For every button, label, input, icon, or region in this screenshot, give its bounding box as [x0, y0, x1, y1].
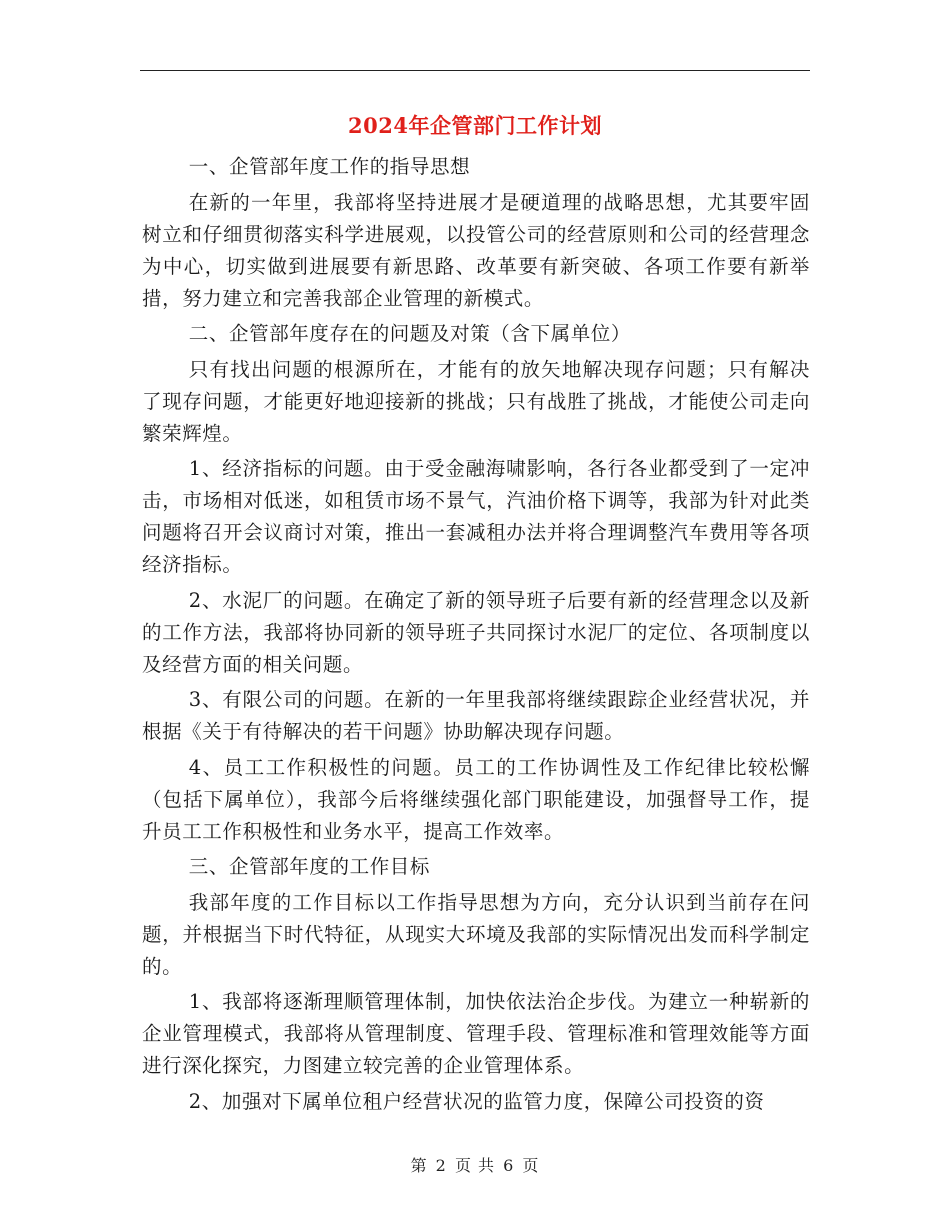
paragraph-cement-plant: 2、水泥厂的问题。在确定了新的领导班子后要有新的经营理念以及新的工作方法，我部将协同新的领导班子共同探讨水泥厂的定位、各项制度以及经营方面的相关问题。 — [142, 588, 810, 676]
paragraph-limited-company: 3、有限公司的问题。在新的一年里我部将继续跟踪企业经营状况，并根据《关于有待解决的若干问题》协助解决现存问题。 — [142, 688, 810, 743]
heading-problems-countermeasures: 二、企管部年度存在的问题及对策（含下属单位） — [188, 322, 631, 345]
document-title: 2024年企管部门工作计划 — [348, 113, 602, 138]
paragraph-problems-intro: 只有找出问题的根源所在，才能有的放矢地解决现存问题；只有解决了现存问题，才能更好地迎接新的挑战；只有战胜了挑战，才能使公司走向繁荣辉煌。 — [142, 357, 810, 445]
footer-total-pages: 6 — [503, 1156, 515, 1175]
heading-guiding-ideology: 一、企管部年度工作的指导思想 — [188, 155, 471, 178]
page-number-footer — [0, 1153, 950, 1176]
footer-middle: 页 共 — [454, 1156, 496, 1175]
header-rule — [140, 70, 810, 71]
paragraph-staff-motivation: 4、员工工作积极性的问题。员工的工作协调性及工作纪律比较松懈（包括下属单位），我部今后将继续强化部门职能建设，加强督导工作，提升员工工作积极性和业务水平，提高工作效率。 — [142, 755, 810, 843]
paragraph-work-goals-intro: 我部年度的工作目标以工作指导思想为方向，充分认识到当前存在问题，并根据当下时代特征，从现实大环境及我部的实际情况出发而科学制定的。 — [142, 890, 810, 978]
footer-prefix: 第 — [410, 1156, 428, 1175]
document-body — [142, 151, 810, 1121]
paragraph-economic-indicators: 1、经济指标的问题。由于受金融海啸影响，各行各业都受到了一定冲击，市场相对低迷，如租赁市场不景气，汽油价格下调等，我部为针对此类问题将召开会议商讨对策，推出一套减租办法并将合理调整汽车费用等各项经济指标。 — [142, 457, 810, 576]
footer-current-page: 2 — [435, 1156, 447, 1175]
paragraph-goal-1: 1、我部将逐渐理顺管理体制，加快依法治企步伐。为建立一种崭新的企业管理模式，我部将从管理制度、管理手段、管理标准和管理效能等方面进行深化探究，力图建立较完善的企业管理体系。 — [142, 990, 810, 1077]
heading-work-goals: 三、企管部年度的工作目标 — [188, 855, 430, 878]
paragraph-guiding-ideology: 在新的一年里，我部将坚持进展才是硬道理的战略思想，尤其要牢固树立和仔细贯彻落实科学进展观，以投管公司的经营原则和公司的经营理念为中心，切实做到进展要有新思路、改革要有新突破、各项工作要有新举措，努力建立和完善我部企业管理的新模式。 — [142, 190, 810, 310]
paragraph-goal-2: 2、加强对下属单位租户经营状况的监管力度，保障公司投资的资 — [188, 1089, 765, 1113]
footer-suffix: 页 — [522, 1156, 540, 1175]
